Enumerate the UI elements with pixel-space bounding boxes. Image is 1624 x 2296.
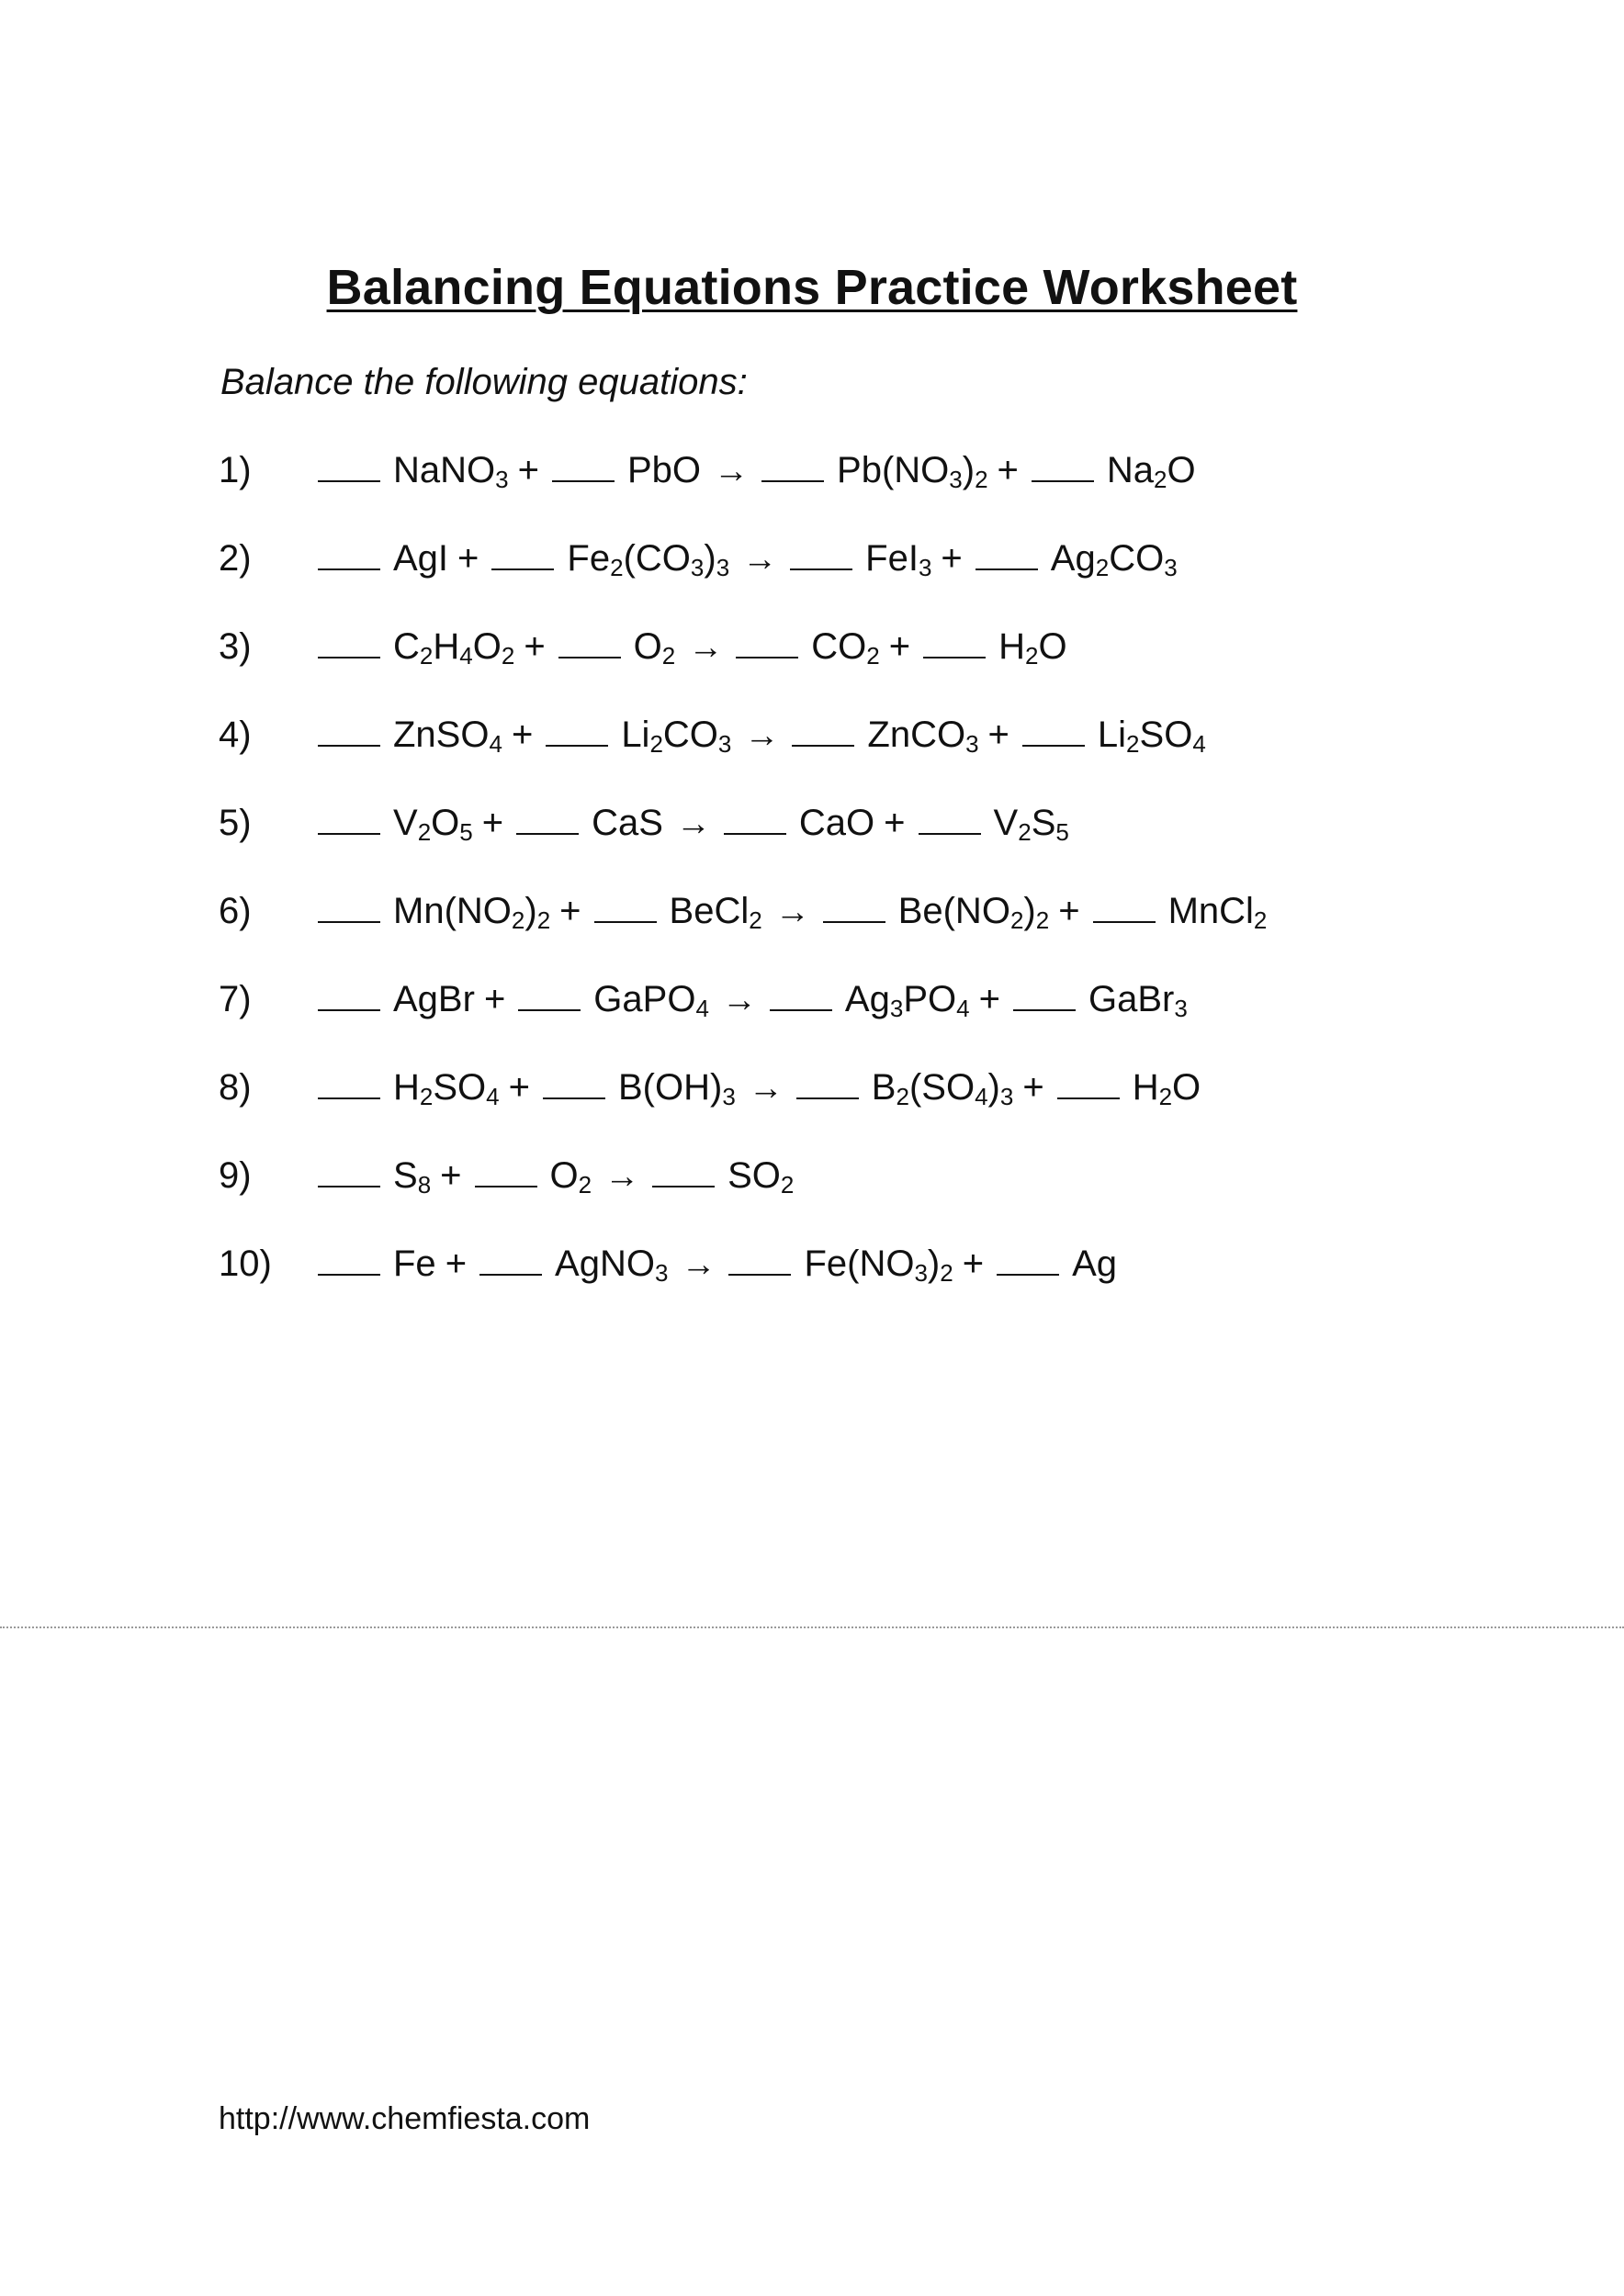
equation-term (318, 1067, 500, 1109)
coefficient-blank[interactable] (558, 656, 621, 658)
formula-subscript: 3 (949, 466, 963, 493)
coefficient-blank[interactable] (761, 479, 824, 482)
plus-sign: + (445, 1244, 468, 1284)
formula-segment: Li (621, 715, 650, 755)
coefficient-blank[interactable] (728, 1273, 791, 1276)
reaction-arrow: → (748, 1069, 784, 1108)
coefficient-blank[interactable] (652, 1185, 715, 1187)
formula-segment: O (1172, 1067, 1201, 1108)
formula-subscript: 3 (722, 1083, 736, 1110)
equation-term (997, 1244, 1117, 1285)
formula-subscript: 3 (717, 730, 732, 758)
formula-segment: GaPO (593, 979, 696, 1019)
equation-term (543, 1067, 736, 1109)
chemical-formula (592, 803, 663, 844)
coefficient-blank[interactable] (318, 1008, 380, 1011)
plus-sign: + (559, 891, 581, 931)
formula-segment: B(OH) (617, 1067, 723, 1108)
formula-subscript: 4 (486, 1083, 500, 1110)
formula-segment: CO (811, 626, 867, 667)
coefficient-blank[interactable] (318, 1097, 380, 1099)
formula-segment: PO (903, 979, 957, 1019)
formula-subscript: 2 (501, 642, 515, 670)
formula-subscript: 2 (1095, 554, 1110, 581)
formula-subscript: 2 (1253, 906, 1268, 934)
equation-term (318, 538, 448, 580)
coefficient-blank[interactable] (792, 744, 854, 747)
chemical-formula (618, 1067, 736, 1109)
formula-segment: Ag (1072, 1244, 1118, 1284)
plus-sign: + (1058, 891, 1080, 931)
formula-segment: AgBr (393, 979, 475, 1019)
equation-term (318, 626, 514, 668)
formula-subscript: 3 (1164, 554, 1178, 581)
chemical-formula (567, 538, 729, 580)
chemical-formula (550, 1155, 592, 1197)
formula-segment: ) (927, 1244, 941, 1284)
formula-segment: V (393, 803, 418, 843)
coefficient-blank[interactable] (823, 920, 885, 923)
formula-subscript: 2 (1154, 466, 1167, 493)
chemical-formula (1051, 538, 1178, 580)
equation-row (219, 803, 1413, 891)
reaction-arrow: → (681, 1245, 716, 1284)
equation-list (219, 450, 1413, 1332)
equation-row (219, 626, 1413, 715)
formula-subscript: 4 (1192, 730, 1206, 758)
equation-term (1022, 715, 1206, 756)
equation-term (923, 626, 1066, 668)
equation-term (318, 891, 550, 932)
instructions-text: Balance the following equations: (220, 362, 748, 402)
formula-segment: (CO (623, 538, 691, 579)
coefficient-blank[interactable] (318, 744, 380, 747)
equation-term (1057, 1067, 1201, 1109)
formula-subscript: 2 (417, 818, 432, 846)
equation-number: 8) (219, 1067, 252, 1108)
formula-segment: H (433, 626, 460, 667)
coefficient-blank[interactable] (318, 1185, 380, 1187)
equation-term (1093, 891, 1268, 932)
chemical-formula (393, 1067, 500, 1109)
equation-row (219, 891, 1413, 979)
formula-segment: AgI (393, 538, 449, 579)
equation-term (792, 715, 978, 756)
formula-subscript: 2 (975, 466, 988, 493)
formula-segment: CaS (592, 803, 663, 843)
plus-sign: + (508, 1067, 530, 1108)
formula-segment: CaO (798, 803, 875, 843)
equation-term (475, 1155, 592, 1197)
equation-term (594, 891, 762, 932)
equation-term (919, 803, 1069, 844)
plus-sign: + (483, 979, 506, 1019)
equation-term (318, 450, 509, 491)
formula-segment: PbO (626, 450, 702, 490)
plus-sign: + (997, 450, 1019, 490)
formula-subscript: 2 (536, 906, 551, 934)
formula-subscript: 2 (578, 1171, 592, 1199)
formula-subscript: 2 (661, 642, 676, 670)
plus-sign: + (481, 803, 504, 843)
formula-segment: SO (727, 1155, 781, 1196)
coefficient-blank[interactable] (594, 920, 657, 923)
formula-segment: Pb(NO (837, 450, 950, 490)
coefficient-blank[interactable] (518, 1008, 581, 1011)
chemical-formula (837, 450, 988, 491)
formula-subscript: 3 (690, 554, 705, 581)
plus-sign: + (978, 979, 1000, 1019)
equation-term (318, 715, 502, 756)
equation-term (728, 1244, 953, 1285)
equation-term (479, 1244, 668, 1285)
formula-segment: B (871, 1067, 897, 1108)
equation-term (724, 803, 874, 844)
equation-number: 3) (219, 626, 252, 667)
formula-segment: Be(NO (897, 891, 1010, 931)
chemical-formula (804, 1244, 953, 1285)
equation-term (318, 803, 473, 844)
formula-subscript: 3 (889, 995, 904, 1022)
coefficient-blank[interactable] (475, 1185, 537, 1187)
chemical-formula (393, 803, 473, 844)
chemical-formula (1133, 1067, 1201, 1109)
coefficient-blank[interactable] (1022, 744, 1085, 747)
formula-segment: O (431, 803, 460, 843)
chemical-formula (1107, 450, 1196, 491)
chemical-formula (393, 891, 550, 932)
formula-segment: S (1031, 803, 1056, 843)
chemical-formula (627, 450, 701, 491)
reaction-arrow: → (604, 1157, 640, 1196)
formula-subscript: 2 (419, 642, 434, 670)
page-title: Balancing Equations Practice Worksheet (326, 260, 1298, 315)
formula-subscript: 2 (610, 554, 624, 581)
coefficient-blank[interactable] (997, 1273, 1059, 1276)
chemical-formula (867, 715, 978, 756)
equation-term (318, 1244, 436, 1285)
formula-segment: ) (962, 450, 976, 490)
coefficient-blank[interactable] (1093, 920, 1156, 923)
formula-subscript: 3 (1174, 995, 1188, 1022)
formula-segment: Li (1097, 715, 1127, 755)
chemical-formula (393, 1244, 436, 1285)
chemical-formula (393, 979, 475, 1020)
formula-subscript: 4 (459, 642, 473, 670)
plus-sign: + (511, 715, 534, 755)
formula-subscript: 2 (780, 1171, 795, 1199)
formula-subscript: 2 (419, 1083, 434, 1110)
formula-subscript: 2 (896, 1083, 909, 1110)
equation-term (1013, 979, 1188, 1020)
coefficient-blank[interactable] (923, 656, 986, 658)
formula-subscript: 2 (1035, 906, 1050, 934)
chemical-formula (593, 979, 709, 1020)
formula-segment: V (993, 803, 1019, 843)
equation-term (652, 1155, 794, 1197)
chemical-formula (634, 626, 676, 668)
equation-number: 1) (219, 450, 252, 490)
chemical-formula (994, 803, 1069, 844)
formula-subscript: 3 (914, 1259, 928, 1287)
equation-term (552, 450, 701, 491)
formula-segment: O (1038, 626, 1067, 667)
coefficient-blank[interactable] (318, 1273, 380, 1276)
equation-term (796, 1067, 1014, 1109)
formula-segment: ZnCO (867, 715, 966, 755)
formula-subscript: 3 (716, 554, 730, 581)
formula-subscript: 3 (495, 466, 509, 493)
formula-subscript: 2 (511, 906, 525, 934)
equation-row (219, 1067, 1413, 1155)
plus-sign: + (941, 538, 963, 579)
formula-subscript: 3 (918, 554, 932, 581)
reaction-arrow: → (675, 805, 711, 843)
formula-segment: O (1167, 450, 1196, 490)
plus-sign: + (440, 1155, 462, 1196)
equation-number: 9) (219, 1155, 252, 1196)
chemical-formula (393, 450, 509, 491)
formula-segment: BeCl (669, 891, 750, 931)
equation-term (518, 979, 709, 1020)
formula-segment: ) (524, 891, 537, 931)
coefficient-blank[interactable] (1057, 1097, 1120, 1099)
coefficient-blank[interactable] (1032, 479, 1094, 482)
formula-segment: CO (1109, 538, 1165, 579)
equation-term (1032, 450, 1196, 491)
chemical-formula (799, 803, 874, 844)
equation-row (219, 1155, 1413, 1244)
formula-subscript: 4 (956, 995, 970, 1022)
equation-row (219, 979, 1413, 1067)
equation-term (736, 626, 879, 668)
page-divider (0, 1626, 1624, 1628)
coefficient-blank[interactable] (543, 1097, 605, 1099)
formula-subscript: 3 (965, 730, 979, 758)
formula-segment: Fe (393, 1244, 436, 1284)
chemical-formula (393, 715, 502, 756)
reaction-arrow: → (744, 716, 780, 755)
formula-segment: H (393, 1067, 420, 1108)
equation-term (516, 803, 663, 844)
equation-term (546, 715, 731, 756)
equation-term (491, 538, 729, 580)
formula-subscript: 2 (866, 642, 880, 670)
formula-segment: Na (1106, 450, 1155, 490)
plus-sign: + (962, 1244, 985, 1284)
formula-subscript: 3 (999, 1083, 1014, 1110)
formula-segment: Na (393, 450, 441, 490)
formula-subscript: 8 (417, 1171, 432, 1199)
equation-term (761, 450, 988, 491)
coefficient-blank[interactable] (736, 656, 798, 658)
chemical-formula (555, 1244, 668, 1285)
formula-subscript: 4 (489, 730, 502, 758)
formula-segment: SO (433, 1067, 487, 1108)
equation-number: 7) (219, 979, 252, 1019)
equation-term (318, 979, 475, 1020)
formula-subscript: 2 (1158, 1083, 1173, 1110)
reaction-arrow: → (742, 540, 778, 579)
chemical-formula (898, 891, 1050, 932)
chemical-formula (1088, 979, 1188, 1020)
plus-sign: + (457, 538, 479, 579)
formula-segment: H (998, 626, 1025, 667)
plus-sign: + (884, 803, 906, 843)
formula-segment: H (1132, 1067, 1159, 1108)
formula-segment: (SO (908, 1067, 976, 1108)
coefficient-blank[interactable] (318, 920, 380, 923)
coefficient-blank[interactable] (724, 832, 786, 835)
coefficient-blank[interactable] (516, 832, 579, 835)
formula-segment: Ag (844, 979, 890, 1019)
formula-segment: ) (1023, 891, 1036, 931)
coefficient-blank[interactable] (1013, 1008, 1076, 1011)
plus-sign: + (987, 715, 1009, 755)
coefficient-blank[interactable] (919, 832, 981, 835)
coefficient-blank[interactable] (546, 744, 608, 747)
formula-subscript: 2 (1018, 818, 1032, 846)
equation-row (219, 1244, 1413, 1332)
formula-subscript: 4 (695, 995, 709, 1022)
equation-term (823, 891, 1050, 932)
coefficient-blank[interactable] (479, 1273, 542, 1276)
coefficient-blank[interactable] (318, 656, 380, 658)
coefficient-blank[interactable] (552, 479, 615, 482)
chemical-formula (845, 979, 970, 1020)
coefficient-blank[interactable] (491, 568, 554, 570)
formula-subscript: 2 (1024, 642, 1039, 670)
formula-segment: O (633, 626, 662, 667)
equation-term (558, 626, 676, 668)
formula-segment: Fe (567, 538, 611, 579)
chemical-formula (393, 626, 514, 668)
coefficient-blank[interactable] (790, 568, 852, 570)
chemical-formula (727, 1155, 794, 1197)
coefficient-blank[interactable] (318, 568, 380, 570)
formula-segment: ) (704, 538, 716, 579)
coefficient-blank[interactable] (318, 479, 380, 482)
equation-term (976, 538, 1178, 580)
formula-segment: O (472, 626, 502, 667)
coefficient-blank[interactable] (318, 832, 380, 835)
chemical-formula (393, 538, 448, 580)
formula-subscript: 2 (940, 1259, 953, 1287)
chemical-formula (621, 715, 731, 756)
formula-subscript: 4 (975, 1083, 988, 1110)
formula-subscript: 2 (649, 730, 663, 758)
equation-number: 10) (219, 1244, 272, 1284)
formula-segment: Ag (1050, 538, 1096, 579)
formula-segment: O (549, 1155, 579, 1196)
equation-row (219, 538, 1413, 626)
formula-segment: C (393, 626, 420, 667)
coefficient-blank[interactable] (796, 1097, 859, 1099)
reaction-arrow: → (714, 452, 750, 490)
chemical-formula (811, 626, 879, 668)
chemical-formula (670, 891, 762, 932)
footer-url: http://www.chemfiesta.com (219, 2101, 591, 2136)
chemical-formula (1098, 715, 1206, 756)
equation-number: 2) (219, 538, 252, 579)
formula-segment: ZnSO (393, 715, 490, 755)
formula-segment: CO (662, 715, 718, 755)
formula-segment: SO (1139, 715, 1193, 755)
reaction-arrow: → (688, 628, 724, 667)
plus-sign: + (524, 626, 546, 667)
equation-term (770, 979, 970, 1020)
equation-row (219, 715, 1413, 803)
equation-number: 5) (219, 803, 252, 843)
formula-subscript: 5 (459, 818, 473, 846)
equation-number: 4) (219, 715, 252, 755)
chemical-formula (872, 1067, 1014, 1109)
formula-subscript: 3 (654, 1259, 669, 1287)
formula-subscript: 2 (1126, 730, 1140, 758)
chemical-formula (393, 1155, 431, 1197)
chemical-formula (1072, 1244, 1117, 1285)
equation-number: 6) (219, 891, 252, 931)
formula-segment: Mn(NO (393, 891, 512, 931)
equation-term (318, 1155, 431, 1197)
reaction-arrow: → (774, 893, 810, 931)
formula-subscript: 5 (1055, 818, 1069, 846)
chemical-formula (1168, 891, 1268, 932)
plus-sign: + (517, 450, 539, 490)
formula-segment: GaBr (1088, 979, 1175, 1019)
formula-segment: AgNO (555, 1244, 655, 1284)
equation-term (790, 538, 931, 580)
formula-segment: Fe(NO (804, 1244, 915, 1284)
reaction-arrow: → (721, 981, 757, 1019)
formula-segment: N (440, 450, 468, 490)
plus-sign: + (1022, 1067, 1044, 1108)
coefficient-blank[interactable] (770, 1008, 832, 1011)
formula-segment: ) (987, 1067, 1000, 1108)
chemical-formula (865, 538, 931, 580)
equation-row (219, 450, 1413, 538)
formula-segment: MnCl (1167, 891, 1254, 931)
formula-segment: S (393, 1155, 418, 1196)
coefficient-blank[interactable] (976, 568, 1038, 570)
formula-segment: FeI (865, 538, 919, 579)
formula-subscript: 2 (749, 906, 762, 934)
formula-segment: O (467, 450, 496, 490)
plus-sign: + (888, 626, 911, 667)
chemical-formula (998, 626, 1066, 668)
formula-subscript: 2 (1009, 906, 1024, 934)
